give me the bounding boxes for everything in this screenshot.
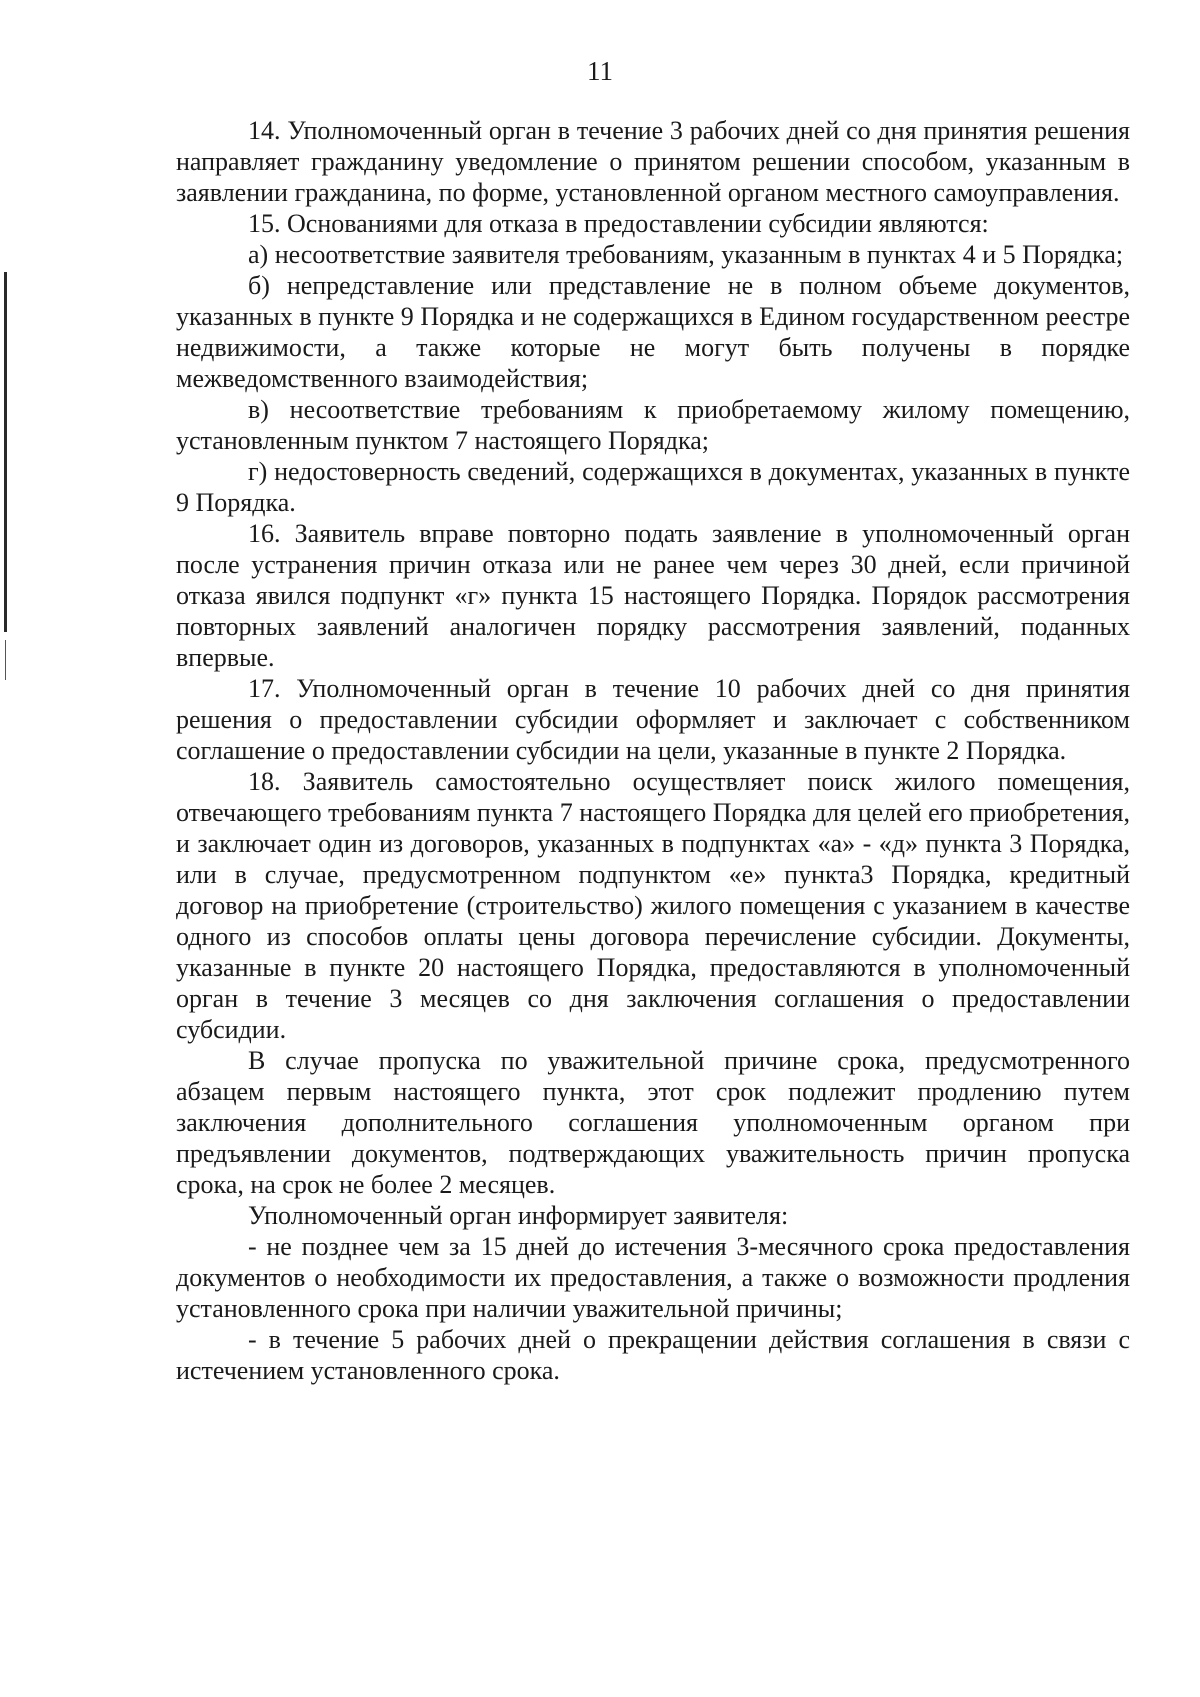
paragraph-18-inform: Уполномоченный орган информирует заявителя: (248, 1201, 789, 1230)
paragraph-16: 16. Заявитель вправе повторно подать заявление в уполномоченный орган после устранения причин отказа или не ранее чем через 30 дней, если причиной отказа явился подпункт «г» пункта 15 настоящего Порядка. Порядок рассмотрения повторных заявлений аналогичен порядку рассмотрения заявлений, поданных впервые. (176, 519, 1130, 672)
paragraph-15-b: б) непредставление или представление не в полном объеме документов, указанных в пункте 9 Порядка и не содержащихся в Едином государственном реестре недвижимости, а также которые не могут быть получены в порядке межведомственного взаимодействия; (176, 271, 1130, 393)
paragraph-15-g: г) недостоверность сведений, содержащихся в документах, указанных в пункте 9 Порядка. (176, 457, 1130, 517)
paragraph-18: 18. Заявитель самостоятельно осуществляет поиск жилого помещения, отвечающего требованиям пункта 7 настоящего Порядка для целей его приобретения, и заключает один из договоров, указанных в подпунктах «а» - «д» пункта 3 Порядка, или в случае, предусмотренном подпунктом «е» пункта3 Порядка, кредитный договор на приобретение (строительство) жилого помещения с указанием в качестве одного из способов оплаты цены договора перечисление субсидии. Документы, указанные в пункте 20 настоящего Порядка, предоставляются в уполномоченный орган в течение 3 месяцев со дня заключения соглашения о предоставлении субсидии. (176, 767, 1130, 1044)
list-item-deadline-notice: - не позднее чем за 15 дней до истечения 3-месячного срока предоставления документов о необходимости их предоставления, а также о возможности продления установленного срока при наличии уважительной причины; (176, 1232, 1130, 1323)
paragraph-15-a: а) несоответствие заявителя требованиям, указанным в пунктах 4 и 5 Порядка; (248, 240, 1124, 269)
paragraph-15: 15. Основаниями для отказа в предоставлении субсидии являются: (248, 209, 989, 238)
paragraph-18-extension: В случае пропуска по уважительной причине срока, предусмотренного абзацем первым настоящего пункта, этот срок подлежит продлению путем заключения дополнительного соглашения уполномоченным органом при предъявлении документов, подтверждающих уважительность причин пропуска срока, на срок не более 2 месяцев. (176, 1046, 1130, 1199)
paragraph-15-v: в) несоответствие требованиям к приобретаемому жилому помещению, установленным пунктом 7 настоящего Порядка; (176, 395, 1130, 455)
list-item-termination-notice: - в течение 5 рабочих дней о прекращении действия соглашения в связи с истечением установленного срока. (176, 1325, 1130, 1385)
document-body (176, 115, 1130, 1386)
scan-edge-artifact (5, 640, 6, 680)
paragraph-17: 17. Уполномоченный орган в течение 10 рабочих дней со дня принятия решения о предоставлении субсидии оформляет и заключает с собственником соглашение о предоставлении субсидии на цели, указанные в пункте 2 Порядка. (176, 674, 1130, 765)
paragraph-14: 14. Уполномоченный орган в течение 3 рабочих дней со дня принятия решения направляет гражданину уведомление о принятом решении способом, указанным в заявлении гражданина, по форме, установленной органом местного самоуправления. (176, 116, 1130, 207)
page-number: 11 (587, 56, 613, 86)
scan-edge-artifact (4, 272, 7, 632)
